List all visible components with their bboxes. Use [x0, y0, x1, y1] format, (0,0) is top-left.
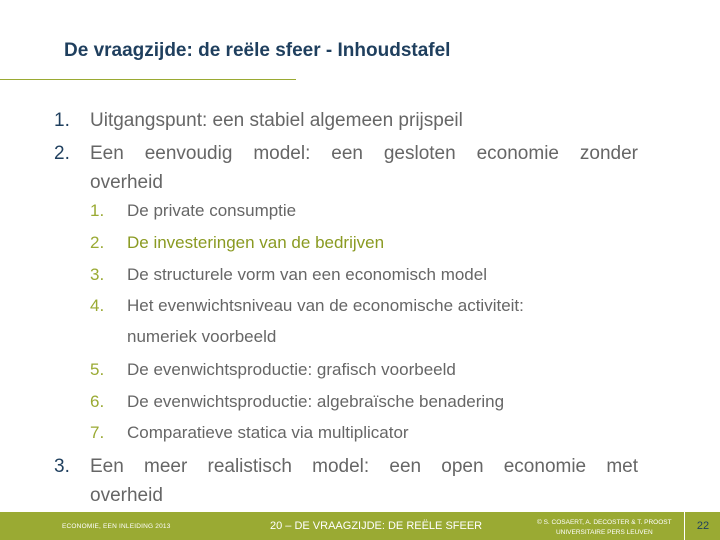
footer-copyright — [537, 518, 672, 538]
toc-item-2 — [54, 143, 654, 193]
toc-subitem-number: 2. — [90, 233, 105, 252]
footer-chapter-label: 20 – DE VRAAGZIJDE: DE REËLE SFEER — [270, 520, 483, 532]
toc-subitem-text: De investeringen van de bedrijven — [127, 233, 385, 252]
toc-subitem-7 — [90, 423, 650, 445]
toc-item-text-cont: overheid — [90, 485, 163, 506]
toc-item-number: 2. — [54, 143, 70, 164]
toc-subitem-text: De evenwichtsproductie: grafisch voorbeeld — [127, 360, 456, 379]
footer-copyright-publisher: UNIVERSITAIRE PERS LEUVEN — [555, 529, 653, 536]
toc-item-text: Een eenvoudig model: een gesloten economie zonder — [90, 143, 638, 164]
toc-item-text-cont: overheid — [90, 172, 163, 193]
toc-subitem-text: De evenwichtsproductie: algebraïsche benadering — [127, 392, 505, 411]
toc-subitem-number: 5. — [90, 360, 105, 379]
page-number: 22 — [684, 512, 720, 540]
toc-item-3 — [54, 456, 654, 506]
toc-subitem-number: 7. — [90, 423, 105, 442]
footer-bar — [0, 512, 720, 540]
toc-subitem-6 — [90, 392, 650, 414]
toc-subitem-text: De structurele vorm van een economisch model — [127, 265, 487, 284]
toc-subitem-3 — [90, 265, 650, 287]
toc-subitem-2 — [90, 233, 650, 255]
toc-subitem-text-cont: numeriek voorbeeld — [127, 327, 277, 346]
toc-item-text: Uitgangspunt: een stabiel algemeen prijspeil — [90, 110, 463, 131]
toc-subitem-text: Het evenwichtsniveau van de economische activiteit: — [127, 296, 524, 315]
toc-subitem-number: 1. — [90, 201, 105, 220]
toc-subitem-4 — [90, 296, 650, 346]
toc-item-text: Een meer realistisch model: een open economie met — [90, 456, 638, 477]
toc-subitem-number: 6. — [90, 392, 105, 411]
toc-subitem-text: De private consumptie — [127, 201, 297, 220]
footer-copyright-authors: © S. COSAERT, A. DECOSTER & T. PROOST — [537, 519, 672, 526]
toc-item-number: 1. — [54, 110, 70, 131]
toc-subitem-number: 4. — [90, 296, 105, 315]
toc-subitem-number: 3. — [90, 265, 105, 284]
toc-subitem-5 — [90, 360, 650, 382]
toc-item-1 — [54, 110, 654, 134]
slide-title: De vraagzijde: de reële sfeer - Inhoudstafel — [64, 40, 451, 61]
footer-course-label: ECONOMIE, EEN INLEIDING 2013 — [62, 523, 171, 530]
toc-subitem-1 — [90, 201, 650, 223]
toc-item-number: 3. — [54, 456, 70, 477]
toc-subitem-text: Comparatieve statica via multiplicator — [127, 423, 409, 442]
